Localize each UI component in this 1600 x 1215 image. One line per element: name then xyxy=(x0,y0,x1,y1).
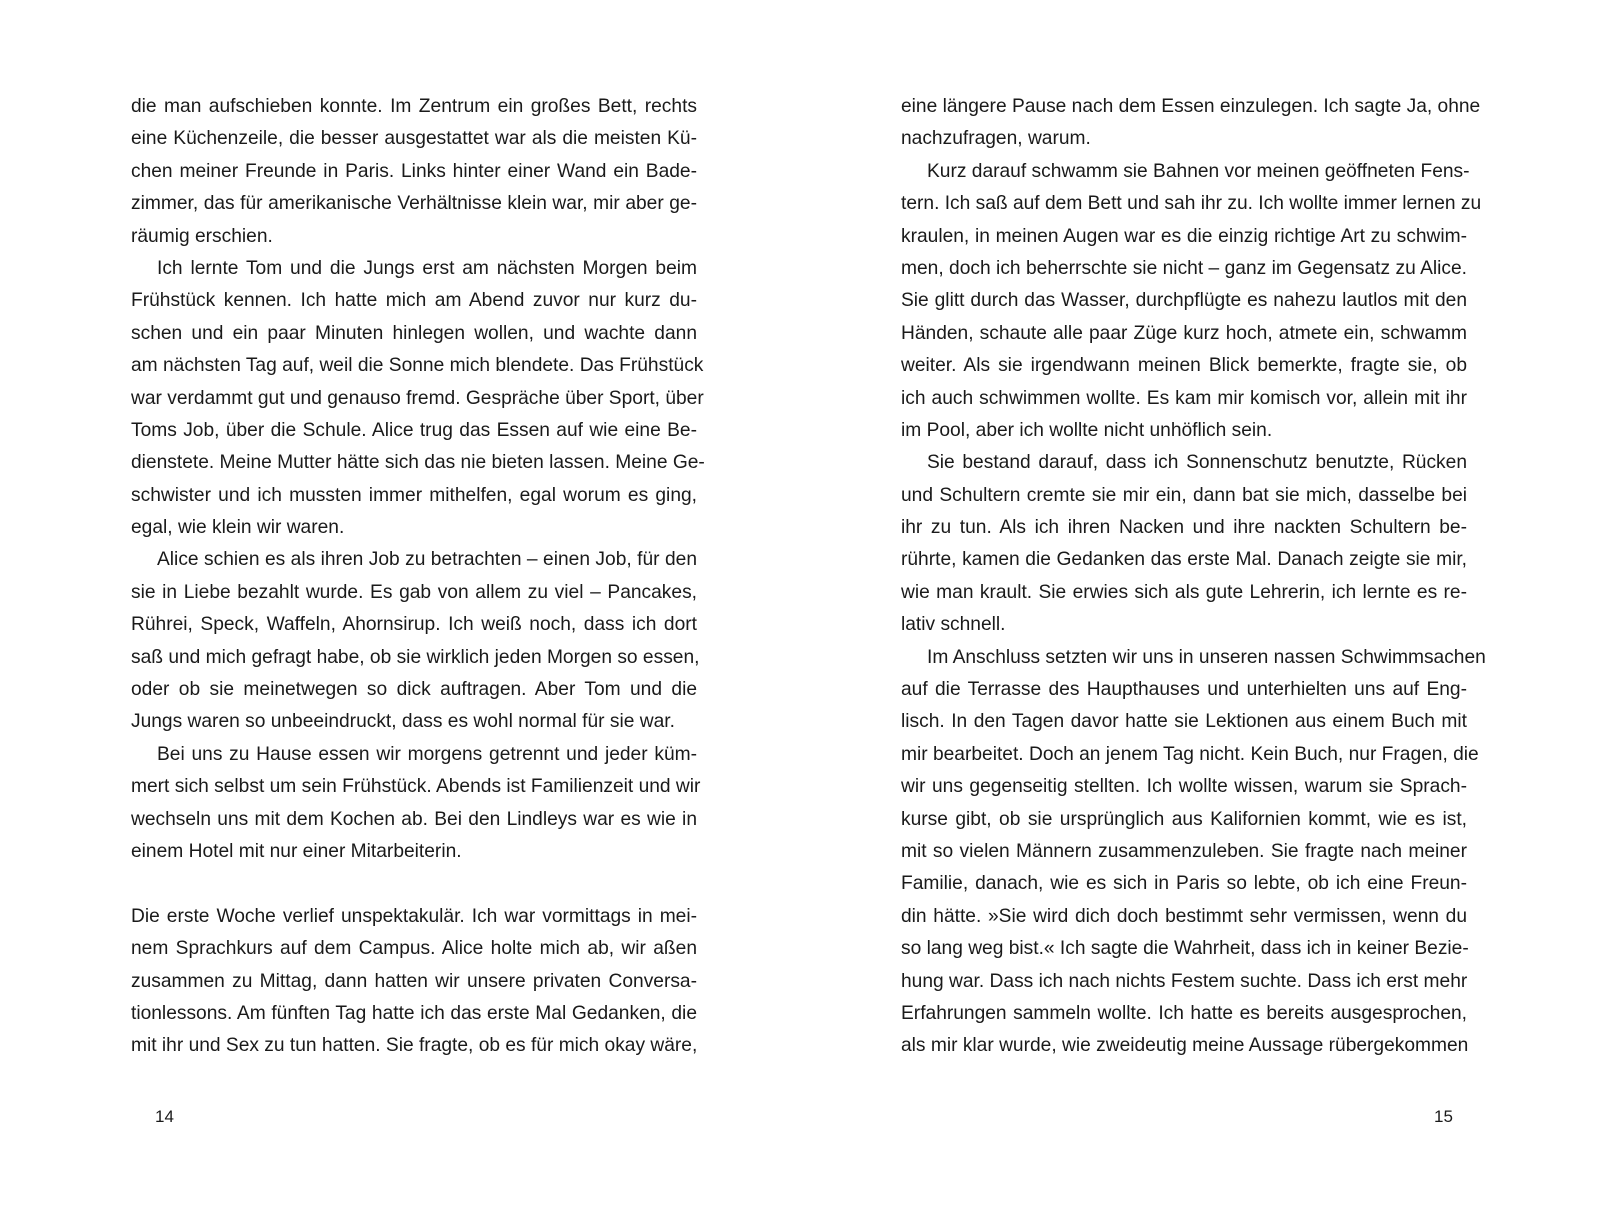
text-line: Jungs waren so unbeeindruckt, dass es wohl normal für sie war. xyxy=(131,711,675,733)
text-line: egal, wie klein wir waren. xyxy=(131,517,345,539)
text-line: weiter. Als sie irgendwann meinen Blick bemerkte, fragte sie, ob xyxy=(901,355,1467,377)
text-line: eine längere Pause nach dem Essen einzulegen. Ich sagte Ja, ohne xyxy=(901,96,1481,117)
text-line: mert sich selbst um sein Frühstück. Abends ist Familienzeit und wir xyxy=(131,776,701,798)
text-line: ich auch schwimmen wollte. Es kam mir komisch vor, allein mit ihr xyxy=(901,387,1467,409)
section-break xyxy=(131,868,697,900)
right-page xyxy=(800,0,1600,1215)
text-line: nem Sprachkurs auf dem Campus. Alice holte mich ab, wir aßen xyxy=(131,938,697,960)
text-line: Kurz darauf schwamm sie Bahnen vor meinen geöffneten Fens- xyxy=(927,160,1470,182)
text-line: lativ schnell. xyxy=(901,614,1006,636)
text-line: Toms Job, über die Schule. Alice trug das Essen auf wie eine Be- xyxy=(131,419,697,441)
text-line: so lang weg bist.« Ich sagte die Wahrheit, dass ich in keiner Bezie- xyxy=(901,938,1469,960)
text-line: mit so vielen Männern zusammenzuleben. Sie fragte nach meiner xyxy=(901,840,1467,862)
text-line: wechseln uns mit dem Kochen ab. Bei den Lindleys war es wie in xyxy=(131,808,697,830)
text-line: Die erste Woche verlief unspektakulär. Ich war vormittags in mei- xyxy=(131,905,697,927)
text-line: ihr zu tun. Als ich ihren Nacken und ihre nackten Schultern be- xyxy=(901,517,1467,539)
text-line: chen meiner Freunde in Paris. Links hinter einer Wand ein Bade- xyxy=(131,160,697,182)
text-line: wir uns gegenseitig stellten. Ich wollte wissen, warum sie Sprach- xyxy=(901,776,1467,798)
text-line: zimmer, das für amerikanische Verhältnisse klein war, mir aber ge- xyxy=(131,193,697,215)
text-line: die man aufschieben konnte. Im Zentrum ein großes Bett, rechts xyxy=(131,96,697,117)
page-number: 14 xyxy=(155,1107,174,1126)
text-line: men, doch ich beherrschte sie nicht – ganz im Gegensatz zu Alice. xyxy=(901,257,1467,279)
text-line: din hätte. »Sie wird dich doch bestimmt sehr vermissen, wenn du xyxy=(901,905,1467,927)
text-line: Im Anschluss setzten wir uns in unseren nassen Schwimmsachen xyxy=(927,646,1486,668)
left-page-body xyxy=(131,91,705,1063)
text-line: schen und ein paar Minuten hinlegen wollen, und wachte dann xyxy=(131,322,697,344)
text-line: auf die Terrasse des Haupthauses und unterhielten uns auf Eng- xyxy=(901,679,1467,701)
text-line: Händen, schaute alle paar Züge kurz hoch, atmete ein, schwamm xyxy=(901,322,1467,344)
text-line: einem Hotel mit nur einer Mitarbeiterin. xyxy=(131,840,462,862)
text-line: mir bearbeitet. Doch an jenem Tag nicht. Kein Buch, nur Fragen, die xyxy=(901,743,1479,765)
text-line: tionlessons. Am fünften Tag hatte ich das erste Mal Gedanken, die xyxy=(131,1002,697,1024)
text-line: Rührei, Speck, Waffeln, Ahornsirup. Ich weiß noch, dass ich dort xyxy=(131,614,697,636)
text-line: Alice schien es als ihren Job zu betrachten – einen Job, für den xyxy=(157,549,697,571)
page-number: 15 xyxy=(1434,1107,1453,1126)
text-line: Sie glitt durch das Wasser, durchpflügte es nahezu lautlos mit den xyxy=(901,290,1467,312)
text-line: Familie, danach, wie es sich in Paris so lebte, ob ich eine Freun- xyxy=(901,873,1467,895)
text-line: lisch. In den Tagen davor hatte sie Lektionen aus einem Buch mit xyxy=(901,711,1467,733)
text-line: kurse gibt, ob sie ursprünglich aus Kalifornien kommt, wie es ist, xyxy=(901,808,1467,830)
text-line: rührte, kamen die Gedanken das erste Mal. Danach zeigte sie mir, xyxy=(901,549,1467,571)
text-line: dienstete. Meine Mutter hätte sich das nie bieten lassen. Meine Ge- xyxy=(131,452,705,474)
text-line: tern. Ich saß auf dem Bett und sah ihr zu. Ich wollte immer lernen zu xyxy=(901,193,1482,215)
text-line: schwister und ich mussten immer mithelfen, egal worum es ging, xyxy=(131,484,697,506)
text-line: mit ihr und Sex zu tun hatten. Sie fragte, ob es für mich okay wäre, xyxy=(131,1035,698,1057)
text-line: Ich lernte Tom und die Jungs erst am nächsten Morgen beim xyxy=(157,257,697,279)
text-line: zusammen zu Mittag, dann hatten wir unsere privaten Conversa- xyxy=(131,970,697,992)
text-line: räumig erschien. xyxy=(131,225,273,247)
text-line: war verdammt gut und genauso fremd. Gespräche über Sport, über xyxy=(131,387,704,409)
text-line: oder ob sie meinetwegen so dick auftragen. Aber Tom und die xyxy=(131,679,697,701)
text-line: kraulen, in meinen Augen war es die einzig richtige Art zu schwim- xyxy=(901,225,1467,247)
text-line: saß und mich gefragt habe, ob sie wirklich jeden Morgen so essen, xyxy=(131,646,700,668)
text-line: nachzufragen, warum. xyxy=(901,128,1091,150)
text-line: als mir klar wurde, wie zweideutig meine Aussage rübergekommen xyxy=(901,1035,1469,1057)
text-line: Bei uns zu Hause essen wir morgens getrennt und jeder küm- xyxy=(157,743,697,765)
text-line: am nächsten Tag auf, weil die Sonne mich blendete. Das Frühstück xyxy=(131,355,704,377)
text-line: und Schultern cremte sie mir ein, dann bat sie mich, dasselbe bei xyxy=(901,484,1467,506)
text-line: hung war. Dass ich nach nichts Festem suchte. Dass ich erst mehr xyxy=(901,970,1468,992)
text-line: im Pool, aber ich wollte nicht unhöflich sein. xyxy=(901,419,1273,441)
text-line: sie in Liebe bezahlt wurde. Es gab von allem zu viel – Pancakes, xyxy=(131,581,697,603)
text-line: wie man krault. Sie erwies sich als gute Lehrerin, ich lernte es re- xyxy=(901,581,1467,603)
text-line: eine Küchenzeile, die besser ausgestattet war als die meisten Kü- xyxy=(131,128,697,150)
text-line: Erfahrungen sammeln wollte. Ich hatte es bereits ausgesprochen, xyxy=(901,1002,1467,1024)
text-line: Sie bestand darauf, dass ich Sonnenschutz benutzte, Rücken xyxy=(927,452,1467,474)
right-page-body xyxy=(901,91,1486,1063)
text-line: Frühstück kennen. Ich hatte mich am Abend zuvor nur kurz du- xyxy=(131,290,697,312)
